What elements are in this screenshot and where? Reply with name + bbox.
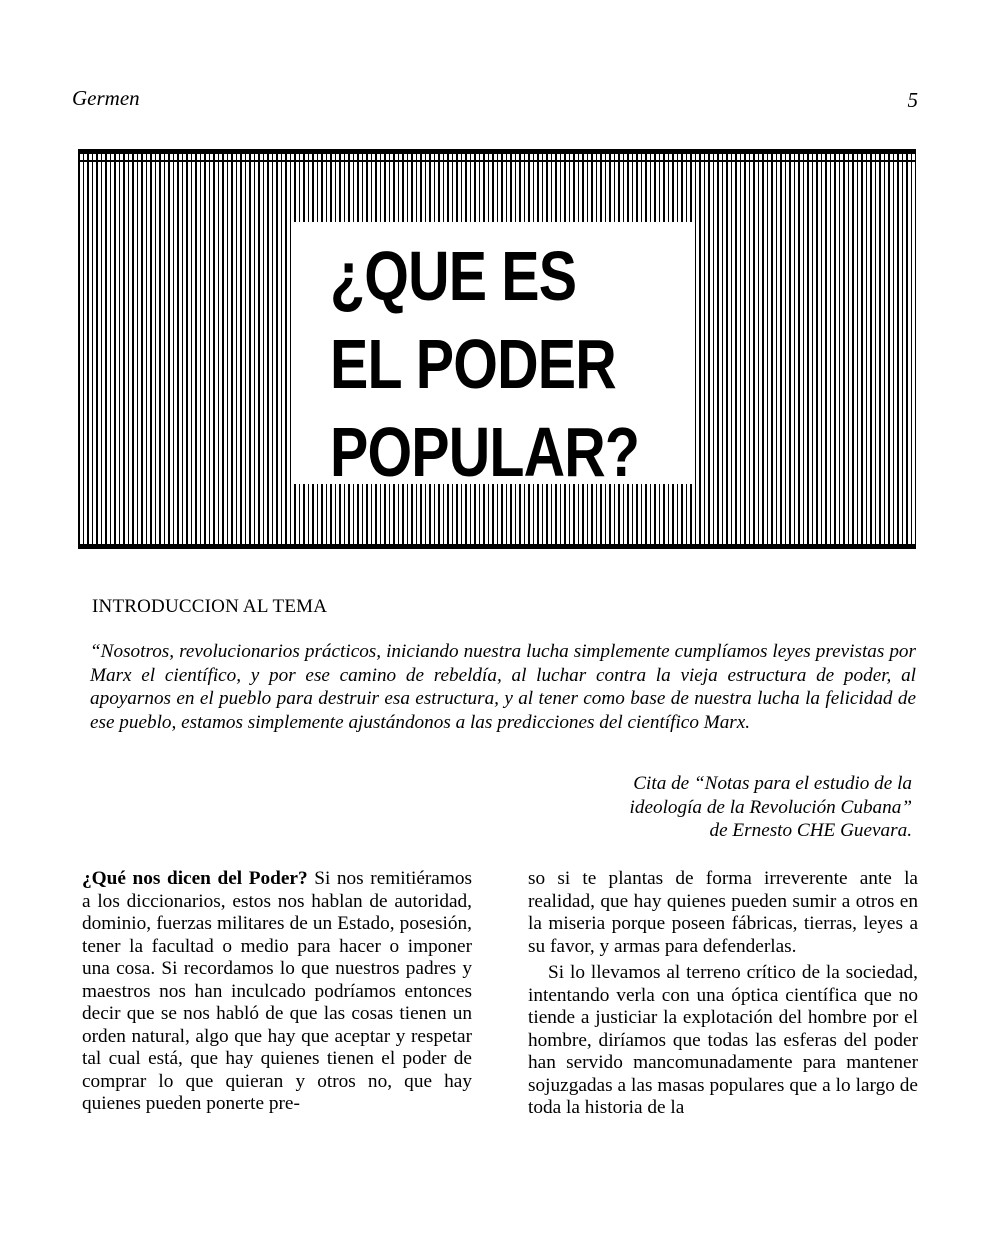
article-title — [330, 232, 640, 496]
body-paragraph-continued: so si te plantas de forma irreverente ante la realidad, que hay quienes pueden sumir a otros en la miseria porque poseen fábricas, tierras, leyes a su favor, y armas para defenderlas. — [528, 868, 918, 957]
epigraph-quote: “Nosotros, revolucionarios prácticos, iniciando nuestra lucha simplemente cumplíamos leyes previstas por Marx el científico, y por ese camino de rebeldía, al luchar contra la vieja estructura de poder, al apoyarnos en el pueblo para destruir esa estructura, y al tener como base de nuestra lucha la felicidad de ese pueblo, estamos simplemente ajustándonos a las predicciones del científico Marx. — [90, 641, 916, 733]
banner-rule — [78, 160, 916, 162]
body-column-left — [82, 868, 472, 1116]
journal-name: Germen — [72, 86, 140, 110]
title-line-1: ¿QUE ES — [330, 237, 577, 315]
running-head — [72, 86, 918, 116]
citation-line-2: ideología de la Revolución Cubana” — [629, 796, 912, 818]
title-box — [294, 222, 692, 491]
title-line-2: EL PODER — [330, 325, 616, 403]
lead-question: ¿Qué nos dicen del Poder? — [82, 868, 308, 889]
body-column-right — [528, 868, 918, 1120]
citation-line-3: de Ernesto CHE Guevara. — [709, 820, 912, 841]
citation — [560, 772, 912, 843]
body-paragraph: Si lo llevamos al terreno crítico de la sociedad, intentando verla con una óptica científica que no tiende a justiciar la explotación del hombre por el hombre, diríamos que todas las esferas del poder han servido mancomunadamente para mantener sojuzgadas a las masas populares que a lo largo de toda la historia de la — [528, 962, 918, 1118]
body-paragraph — [82, 868, 472, 1116]
section-heading: INTRODUCCION AL TEMA — [92, 596, 328, 617]
title-banner — [78, 149, 916, 549]
citation-line-1: Cita de “Notas para el estudio de la — [633, 773, 912, 794]
page-number: 5 — [907, 88, 918, 112]
left-column-text: Si nos remitiéramos a los diccionarios, estos nos hablan de autoridad, dominio, fuerzas militares de un Estado, posesión, tener la facultad o medio para hacer o imponer una cosa. Si recordamos lo que nuestros padres y maestros nos han inculcado podríamos entonces decir que se nos habló de que las cosas tienen un orden natural, algo que hay que aceptar y respetar tal cual está, que hay quienes tienen el poder de comprar lo que quieran y otros no, que hay quienes pueden ponerte pre- — [82, 868, 472, 1114]
title-line-3: POPULAR? — [330, 413, 640, 491]
